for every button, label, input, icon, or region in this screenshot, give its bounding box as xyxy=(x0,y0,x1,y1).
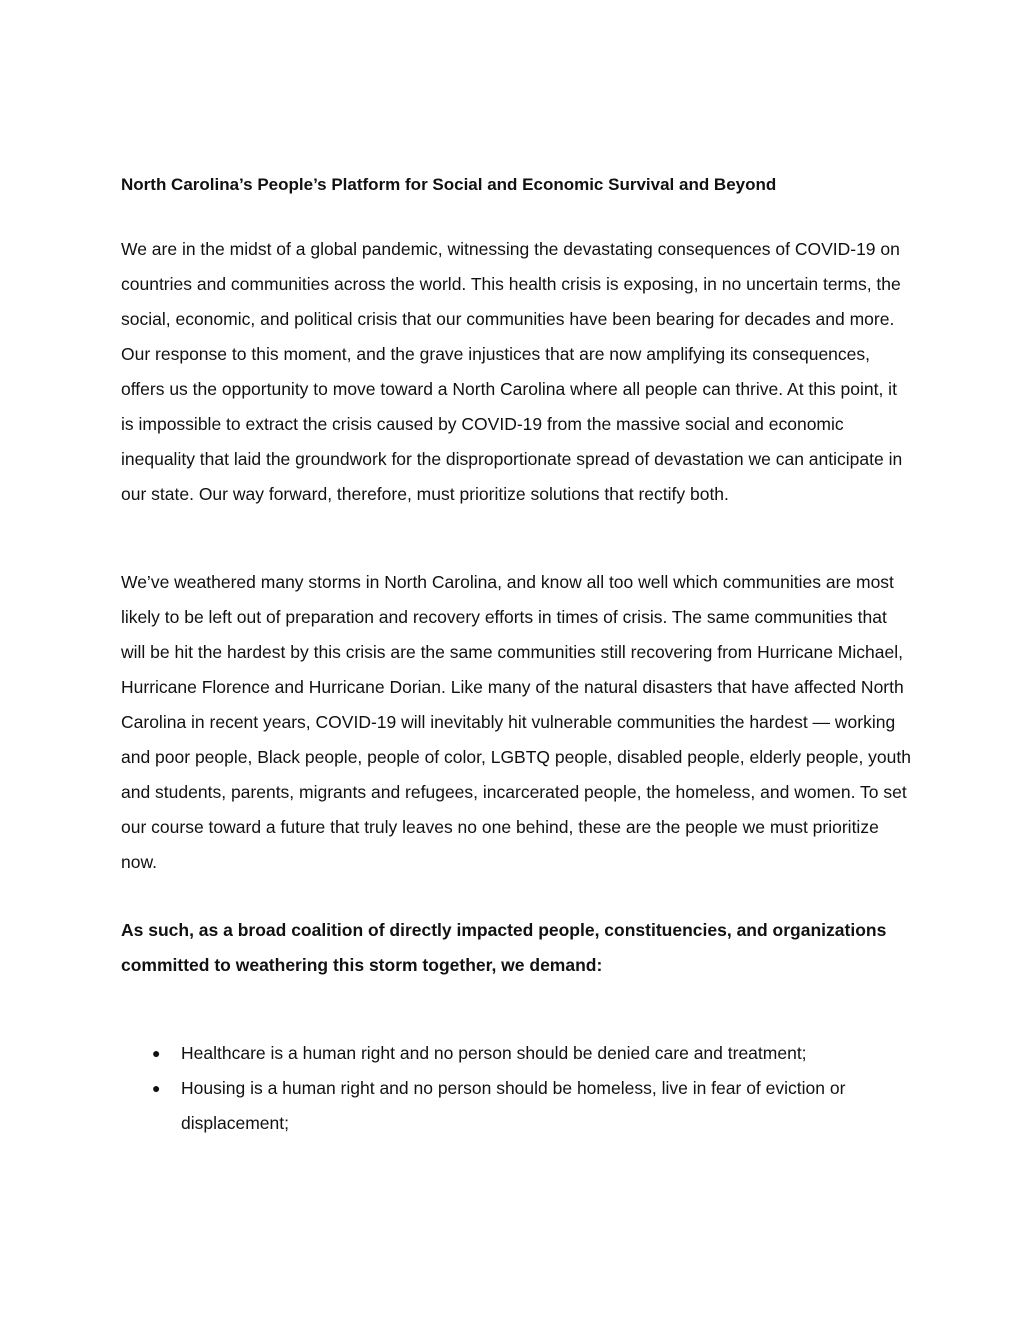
bullet-icon: ● xyxy=(152,1045,161,1061)
document-title: North Carolina’s People’s Platform for Social and Economic Survival and Beyond xyxy=(121,175,777,194)
bullet-icon: ● xyxy=(152,1080,161,1096)
demand-text: Housing is a human right and no person should be homeless, live in fear of eviction or displacement; xyxy=(181,1078,846,1133)
demand-statement: As such, as a broad coalition of directly impacted people, constituencies, and organizations committed to weathering this storm together, we demand: xyxy=(121,920,887,975)
storms-paragraph: We’ve weathered many storms in North Carolina, and know all too well which communities are most likely to be left out of preparation and recovery efforts in times of crisis. The same communities that will be hit the hardest by this crisis are the same communities still recovering from Hurricane Michael, Hurricane Florence and Hurricane Dorian. Like many of the natural disasters that have affected North Carolina in recent years, COVID-19 will inevitably hit vulnerable communities the hardest — working and poor people, Black people, people of color, LGBTQ people, disabled people, elderly people, youth and students, parents, migrants and refugees, incarcerated people, the homeless, and women. To set our course toward a future that truly leaves no one behind, these are the people we must prioritize now. xyxy=(121,572,911,872)
document-body xyxy=(121,173,911,1141)
list-item xyxy=(121,1071,911,1141)
demands-list xyxy=(121,1036,911,1141)
list-item xyxy=(121,1036,911,1071)
demand-text: Healthcare is a human right and no person should be denied care and treatment; xyxy=(181,1043,807,1063)
intro-paragraph: We are in the midst of a global pandemic, witnessing the devastating consequences of COVID-19 on countries and communities across the world. This health crisis is exposing, in no uncertain terms, the social, economic, and political crisis that our communities have been bearing for decades and more. Our response to this moment, and the grave injustices that are now amplifying its consequences, offers us the opportunity to move toward a North Carolina where all people can thrive. At this point, it is impossible to extract the crisis caused by COVID-19 from the massive social and economic inequality that laid the groundwork for the disproportionate spread of devastation we can anticipate in our state. Our way forward, therefore, must prioritize solutions that rectify both. xyxy=(121,239,903,504)
